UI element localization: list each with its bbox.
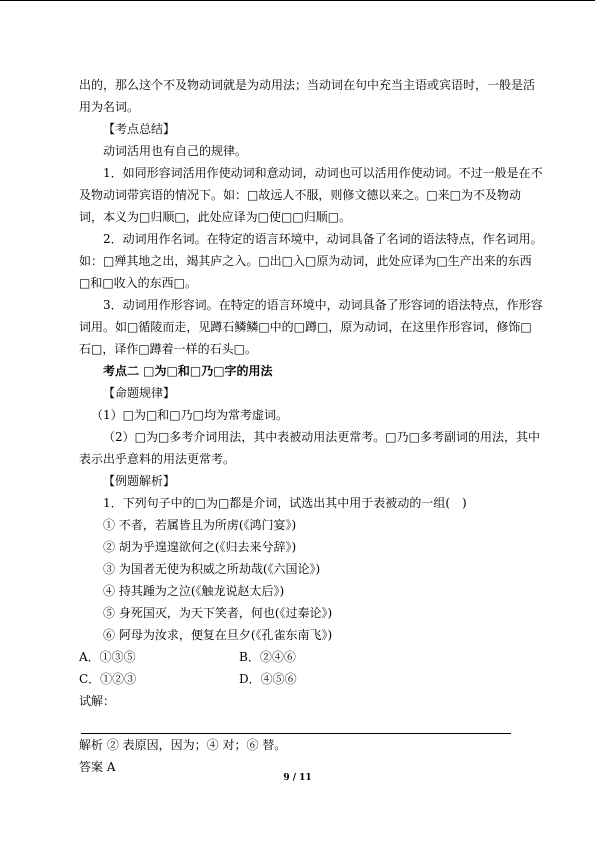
solve-label: 试解： [79,694,116,708]
option-d: D．④⑤⑥ [239,672,297,686]
page-number: 9 / 11 [283,773,312,783]
sentence-2: ② 胡为乎遑遑欲何之(《归去来兮辞》) [103,540,297,554]
sentence-5: ⑤ 身死国灭，为天下笑者，何也(《过秦论》) [103,606,333,620]
heading-example: 【例题解析】 [103,474,176,488]
option-a: A．①③⑤ [79,650,136,664]
paragraph-rule-2: 2．动词用作名词。在特定的语言环境中，动词具备了名词的语法特点，作名词用。如：□殚其地之出，竭其庐之入。□出□入□原为动词，此处应译为□生产出来的东西□和□收入的东西□。 [79,232,543,290]
options-row-2 [79,668,543,690]
sentence-4: ④ 持其踵为之泣(《触龙说赵太后》) [103,584,285,598]
paragraph-rule-3: 3．动词用作形容词。在特定的语言环境中，动词具备了形容词的语法特点，作形容词用。如□循陵而走，见蹲石鳞鳞□中的□蹲□，原为动词，在这里作形容词，修饰□石□，译作□蹲着一样的石头□。 [79,298,543,356]
header-rule [0,0,595,1]
sentence-1: ① 不者，若属皆且为所虏(《鸿门宴》) [103,518,297,532]
heading-pattern: 【命题规律】 [103,386,176,400]
heading-summary: 【考点总结】 [103,122,176,136]
option-c: C．①②③ [79,672,137,686]
paragraph-rule-intro: 动词活用也有自己的规律。 [103,144,248,158]
section-heading-point-2: 考点二 □为□和□乃□字的用法 [103,364,273,378]
sentence-6: ⑥ 阿母为汝求，便复在旦夕(《孔雀东南飞》) [103,628,333,642]
answer-line: 答案 A [79,760,116,774]
analysis-line: 解析 ② 表原因，因为；④ 对；⑥ 替。 [79,738,287,752]
question-stem: 1．下列句子中的□为□都是介词，试选出其中用于表被动的一组( ) [103,496,467,510]
solve-line [79,690,543,734]
pattern-item-2: （2）□为□多考介词用法，其中表被动用法更常考。□乃□多考副词的用法，其中表示出乎意料的用法更常考。 [79,430,540,466]
sentence-3: ③ 为国者无使为积威之所劫哉(《六国论》) [103,562,321,576]
option-b: B．②④⑥ [239,650,296,664]
answer-blank [81,721,511,734]
paragraph-continuation: 出的，那么这个不及物动词就是为动用法；当动词在句中充当主语或宾语时，一般是活用为名词。 [79,78,536,114]
pattern-item-1: （1）□为□和□乃□均为常考虚词。 [91,408,288,422]
paragraph-rule-1: 1．如同形容词活用作使动词和意动词，动词也可以活用作使动词。不过一般是在不及物动词带宾语的情况下。如：□故远人不服，则修文德以来之。□来□为不及物动词，本义为□归顺□，此处应译为□使□□归顺□。 [79,166,543,224]
options-row-1 [79,646,543,668]
document-body [79,74,543,778]
